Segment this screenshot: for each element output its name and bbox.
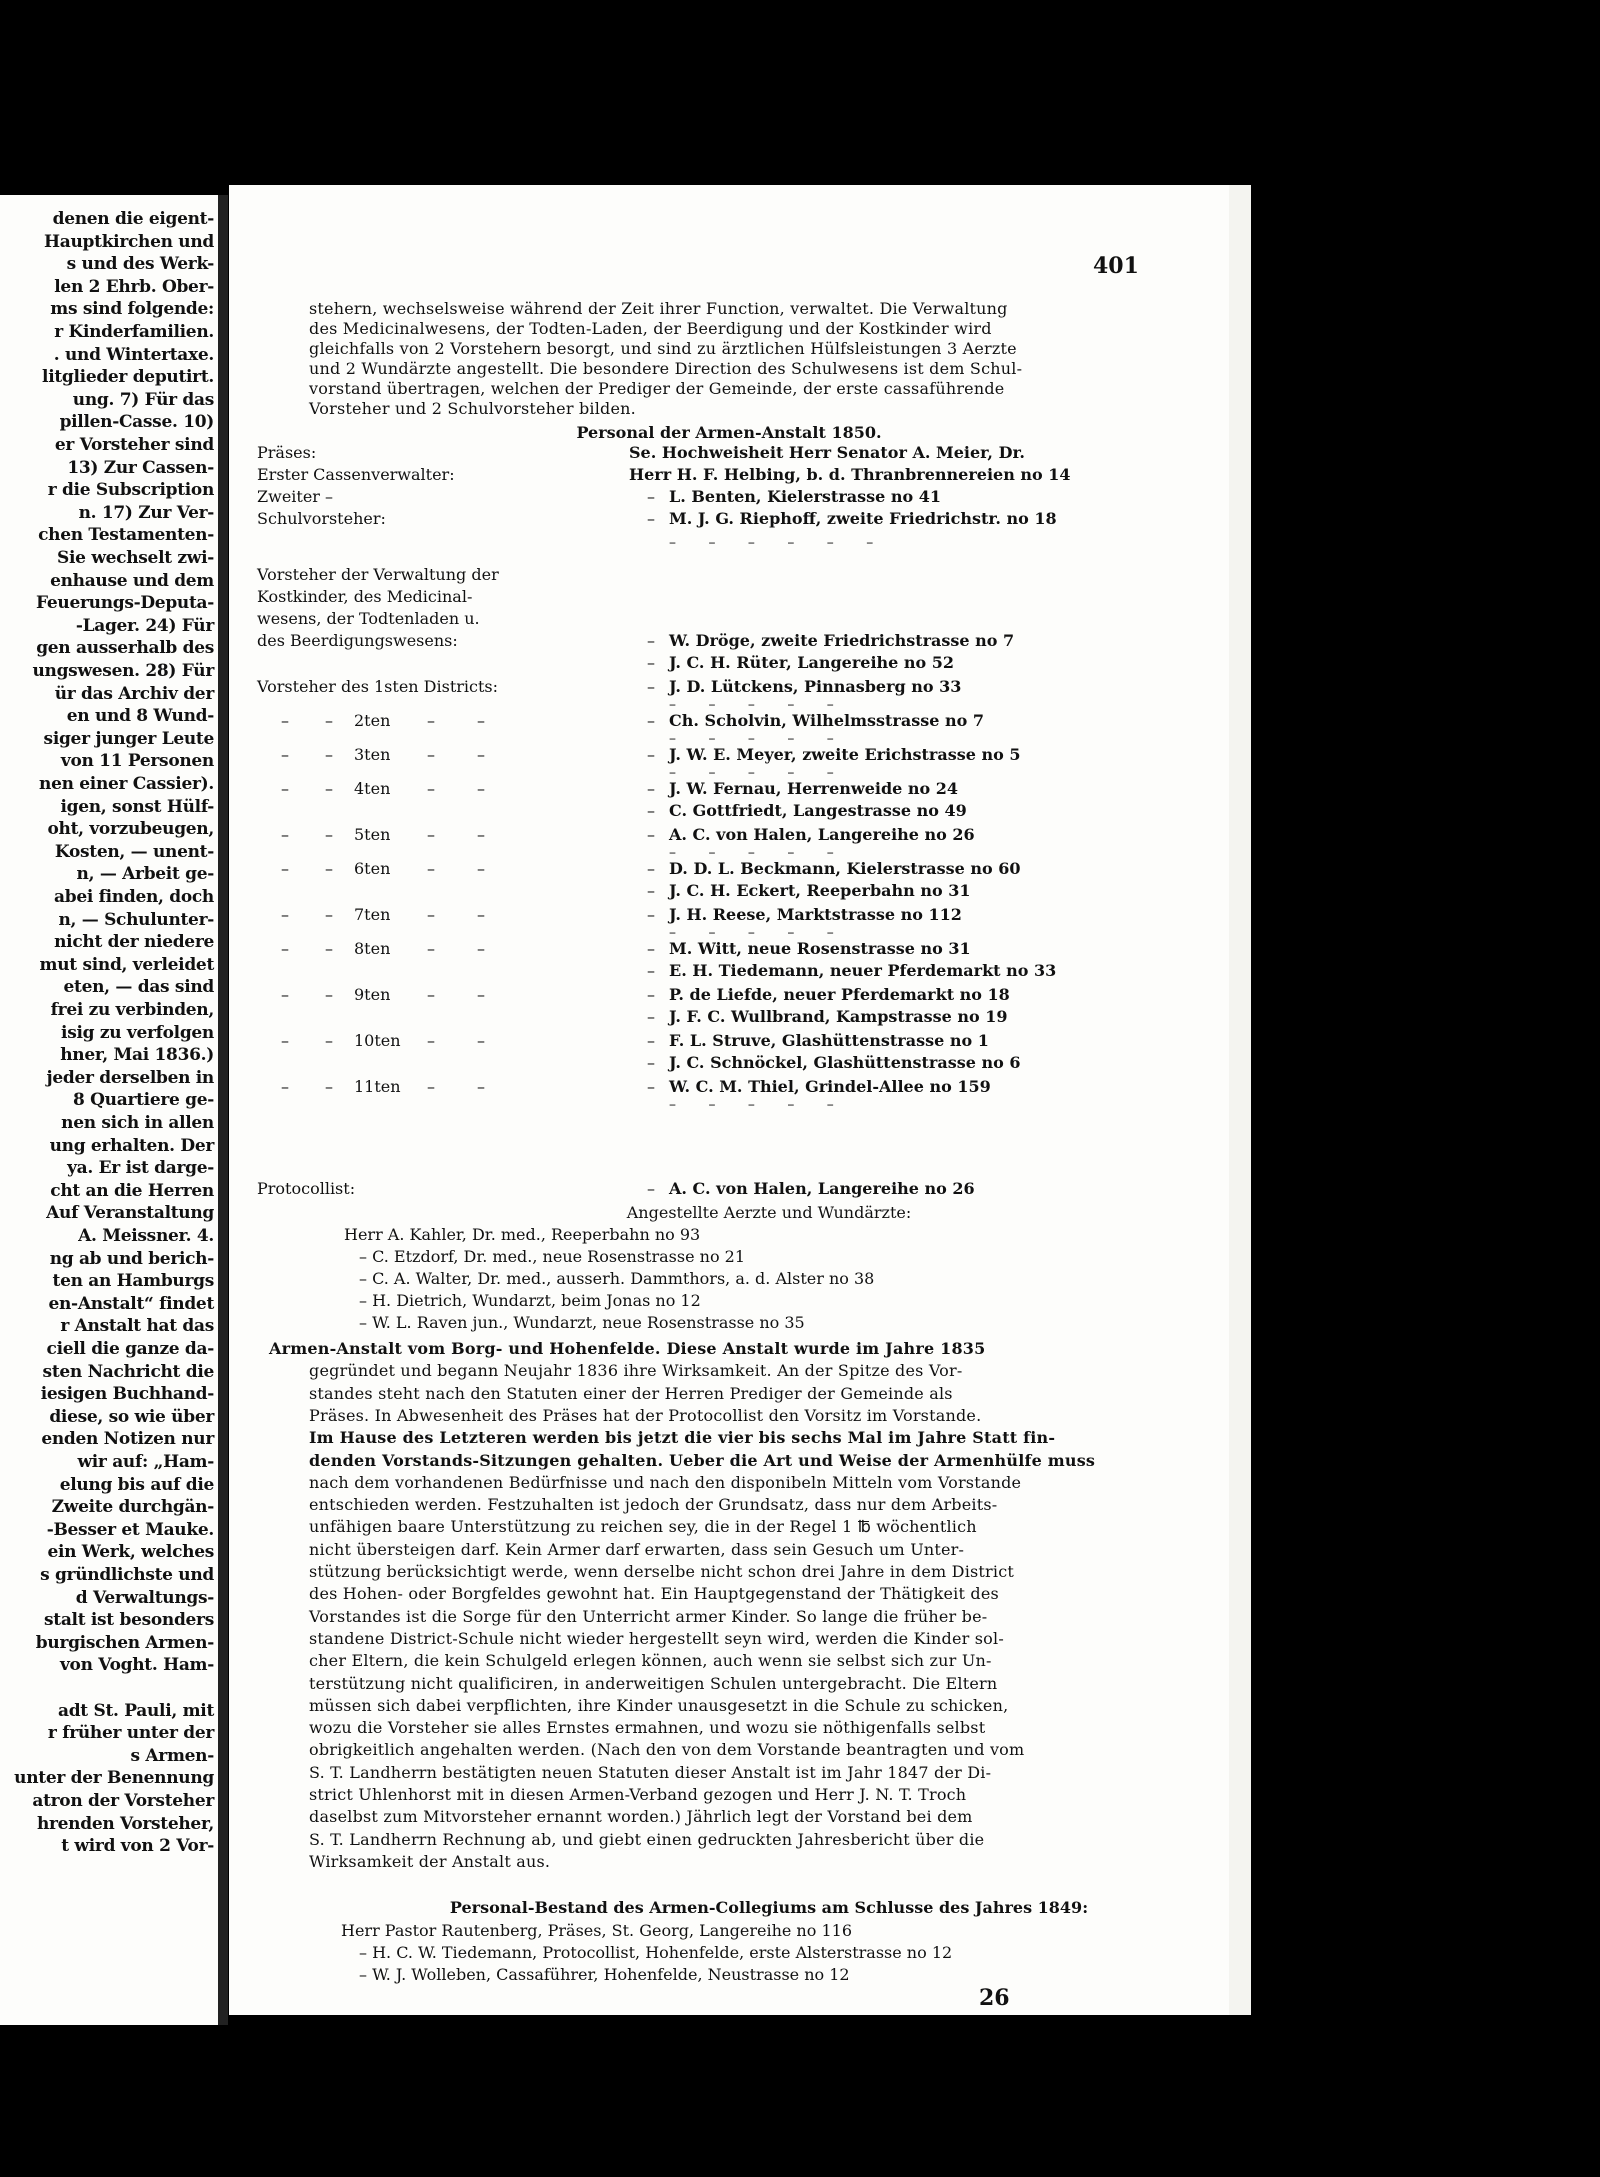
left-page-line: Zweite durchgän-: [51, 1497, 214, 1518]
district-dash-b: –: [325, 711, 333, 730]
personnel-dash: –: [647, 487, 655, 506]
left-page-line: Feuerungs-Deputa-: [36, 593, 214, 614]
district-entry: J. F. C. Wullbrand, Kampstrasse no 19: [669, 1007, 1008, 1026]
page-edge: [1229, 185, 1251, 2015]
personnel-value: L. Benten, Kielerstrasse no 41: [669, 487, 942, 506]
personnel-heading: Personal der Armen-Anstalt 1850.: [576, 423, 882, 442]
district-entry: A. C. von Halen, Langereihe no 26: [669, 825, 975, 844]
separator-dashes: – – – – –: [669, 765, 848, 781]
district-entry-dash: –: [647, 859, 655, 878]
left-page-line: sten Nachricht die: [42, 1361, 214, 1382]
district-dash-a: –: [281, 905, 289, 924]
left-page-line: atron der Vorsteher: [32, 1791, 214, 1811]
district-dash-c: –: [427, 1077, 435, 1096]
doctor-entry: – C. Etzdorf, Dr. med., neue Rosenstrasse no 21: [359, 1247, 746, 1266]
left-page-line: wir auf: „Ham-: [77, 1452, 214, 1472]
district-entry: J. D. Lütckens, Pinnasberg no 33: [669, 677, 962, 696]
district-dash-a: –: [281, 939, 289, 958]
district-entry-dash: –: [647, 677, 655, 696]
district-entry: J. W. Fernau, Herrenweide no 24: [669, 779, 959, 798]
book-gutter: [218, 195, 228, 2025]
personnel-value: M. J. G. Riephoff, zweite Friedrichstr. no 18: [669, 509, 1057, 528]
district-entry-dash: –: [647, 881, 655, 900]
district-label: 3ten: [354, 745, 391, 764]
borg-line: terstützung nicht qualificiren, in anderweitigen Schulen untergebracht. Die Eltern: [309, 1673, 998, 1693]
left-page-line: hner, Mai 1836.): [60, 1045, 214, 1066]
left-page-line: . und Wintertaxe.: [53, 344, 214, 365]
district-dash-a: –: [281, 985, 289, 1004]
left-page-line: 13) Zur Cassen-: [67, 457, 214, 478]
district-dash-a: –: [281, 1031, 289, 1050]
district-label: 11ten: [354, 1077, 401, 1096]
personnel-dash: –: [647, 509, 655, 528]
district-dash-c: –: [427, 859, 435, 878]
district-dash-b: –: [325, 859, 333, 878]
district-dash-c: –: [427, 905, 435, 924]
district-label: 9ten: [354, 985, 391, 1004]
left-page-line: en und 8 Wund-: [66, 706, 214, 727]
left-page-line: diese, so wie über: [49, 1406, 214, 1427]
left-page-line: ung. 7) Für das: [72, 389, 214, 410]
left-page-line: n, — Schulunter-: [58, 909, 214, 930]
personnel-value: Se. Hochweisheit Herr Senator A. Meier, Dr.: [629, 443, 1025, 462]
borg-line: cher Eltern, die kein Schulgeld erlegen können, auch wenn sie selbst sich zur Un-: [309, 1651, 992, 1671]
district-dash-b: –: [325, 939, 333, 958]
borg-line: stützung berücksichtigt werde, wenn derselbe nicht schon drei Jahre in dem District: [309, 1562, 1015, 1581]
borg-line: Im Hause des Letzteren werden bis jetzt die vier bis sechs Mal im Jahre Statt fin-: [309, 1428, 1056, 1448]
left-page-line: ten an Hamburgs: [52, 1271, 214, 1292]
personnel-label: Schulvorsteher:: [257, 509, 386, 528]
left-page-line: nicht der niedere: [54, 932, 214, 953]
borg-line: Armen-Anstalt vom Borg- und Hohenfelde. Diese Anstalt wurde im Jahre 1835: [269, 1339, 986, 1358]
borg-line: gegründet und begann Neujahr 1836 ihre Wirksamkeit. An der Spitze des Vor-: [309, 1361, 963, 1381]
verwaltung-dash: –: [647, 653, 655, 672]
separator-dashes: – – – – –: [669, 697, 848, 713]
left-page-line: pillen-Casse. 10): [59, 412, 214, 433]
district-dash-c: –: [427, 711, 435, 730]
left-page-line: 8 Quartiere ge-: [73, 1090, 214, 1111]
left-page-line: adt St. Pauli, mit: [58, 1700, 214, 1721]
borg-line: daselbst zum Mitvorsteher ernannt worden.) Jährlich legt der Vorstand bei dem: [309, 1807, 973, 1827]
bestand-entry: – H. C. W. Tiedemann, Protocollist, Hohenfelde, erste Alsterstrasse no 12: [359, 1943, 953, 1962]
left-page-line: enden Notizen nur: [41, 1429, 214, 1450]
borg-line: unfähigen baare Unterstützung zu reichen sey, die in der Regel 1 ℔ wöchentlich: [309, 1517, 977, 1537]
left-facing-page: [0, 195, 218, 2025]
district-entry-dash: –: [647, 779, 655, 798]
district-entry-dash: –: [647, 1007, 655, 1026]
district-entry-dash: –: [647, 745, 655, 764]
verwaltung-value: J. C. H. Rüter, Langereihe no 52: [669, 653, 955, 672]
left-page-line: igen, sonst Hülf-: [60, 796, 214, 817]
district-dash-b: –: [325, 745, 333, 764]
bestand-entry: – W. J. Wolleben, Cassaführer, Hohenfelde, Neustrasse no 12: [359, 1965, 850, 1984]
district-dash-b: –: [325, 779, 333, 798]
intro-line: gleichfalls von 2 Vorstehern besorgt, und sind zu ärztlichen Hülfsleistungen 3 Aerzte: [309, 339, 1017, 358]
district-entry-dash: –: [647, 905, 655, 924]
left-page-line: d Verwaltungs-: [75, 1587, 214, 1608]
left-page-line: frei zu verbinden,: [50, 1000, 214, 1020]
intro-line: vorstand übertragen, welchen der Prediger der Gemeinde, der erste cassaführende: [309, 379, 1005, 398]
district-label: 2ten: [354, 711, 391, 730]
left-page-line: Sie wechselt zwi-: [57, 548, 214, 568]
left-page-line: -Lager. 24) Für: [75, 615, 214, 636]
left-page-line: Auf Veranstaltung: [46, 1203, 214, 1224]
left-page-line: cht an die Herren: [50, 1180, 214, 1201]
doctor-entry: – H. Dietrich, Wundarzt, beim Jonas no 12: [359, 1291, 701, 1310]
left-page-line: ciell die ganze da-: [46, 1339, 214, 1359]
left-page-line: len 2 Ehrb. Ober-: [54, 276, 214, 297]
district-entry: Ch. Scholvin, Wilhelmsstrasse no 7: [669, 711, 984, 730]
district-dash-d: –: [477, 711, 485, 730]
district-entry: J. C. Schnöckel, Glashüttenstrasse no 6: [669, 1053, 1021, 1072]
intro-line: Vorsteher und 2 Schulvorsteher bilden.: [309, 399, 636, 418]
borg-line: obrigkeitlich angehalten werden. (Nach den von dem Vorstande beantragten und vom: [309, 1740, 1025, 1760]
page-number: 401: [1093, 253, 1139, 279]
doctors-heading: Angestellte Aerzte und Wundärzte:: [626, 1203, 912, 1222]
district-label: 6ten: [354, 859, 391, 878]
district-dash-c: –: [427, 985, 435, 1004]
verwaltung-value: W. Dröge, zweite Friedrichstrasse no 7: [669, 631, 1015, 650]
district-dash-d: –: [477, 745, 485, 764]
left-page-line: ür das Archiv der: [54, 683, 214, 704]
separator-dashes: – – – – –: [669, 731, 848, 747]
doctor-entry: – W. L. Raven jun., Wundarzt, neue Rosenstrasse no 35: [359, 1313, 805, 1332]
verwaltung-label: des Beerdigungswesens:: [257, 631, 458, 650]
left-page-line: burgischen Armen-: [35, 1632, 214, 1653]
district-dash-c: –: [427, 745, 435, 764]
right-page: [229, 185, 1229, 2015]
district-dash-d: –: [477, 905, 485, 924]
borg-line: standene District-Schule nicht wieder hergestellt seyn wird, werden die Kinder sol-: [309, 1628, 1004, 1648]
left-page-line: en-Anstalt“ findet: [48, 1293, 214, 1314]
left-page-line: r früher unter der: [47, 1723, 214, 1744]
verwaltung-label: Vorsteher der Verwaltung der: [257, 565, 499, 584]
personnel-label: Zweiter –: [257, 487, 334, 506]
district-dash-d: –: [477, 779, 485, 798]
personnel-label: Erster Cassenverwalter:: [257, 465, 455, 484]
verwaltung-dash: –: [647, 631, 655, 650]
left-page-line: unter der Benennung: [14, 1768, 214, 1789]
left-page-line: s gründlichste und: [40, 1565, 214, 1585]
left-page-line: Kosten, — unent-: [54, 841, 214, 862]
intro-line: und 2 Wundärzte angestellt. Die besondere Direction des Schulwesens ist dem Schul-: [309, 359, 1023, 378]
protocollist-value: A. C. von Halen, Langereihe no 26: [669, 1179, 975, 1198]
separator-dashes: – – – – –: [669, 845, 848, 861]
district-label: 10ten: [354, 1031, 401, 1050]
left-page-line: siger junger Leute: [43, 728, 214, 749]
verwaltung-label: Kostkinder, des Medicinal-: [257, 587, 473, 606]
left-page-line: stalt ist besonders: [44, 1610, 214, 1631]
borg-line: standes steht nach den Statuten einer der Herren Prediger der Gemeinde als: [309, 1383, 953, 1403]
left-page-line: von Voght. Ham-: [59, 1655, 214, 1676]
district-dash-c: –: [427, 779, 435, 798]
left-page-line: Hauptkirchen und: [44, 231, 214, 252]
signature-mark: 26: [979, 1985, 1010, 2011]
district-entry-dash: –: [647, 1031, 655, 1050]
district-label: 4ten: [354, 779, 391, 798]
left-page-line: chen Testamenten-: [38, 525, 214, 546]
district-label: 8ten: [354, 939, 391, 958]
personnel-label: Präses:: [257, 443, 317, 462]
left-page-line: s und des Werk-: [66, 254, 214, 275]
left-page-line: ein Werk, welches: [47, 1542, 214, 1563]
district-dash-b: –: [325, 985, 333, 1004]
district-entry-dash: –: [647, 801, 655, 820]
district-entry-dash: –: [647, 939, 655, 958]
district-dash-d: –: [477, 1031, 485, 1050]
district-entry-dash: –: [647, 1077, 655, 1096]
district-dash-c: –: [427, 1031, 435, 1050]
separator-dashes: – – – – –: [669, 925, 848, 941]
district-entry: M. Witt, neue Rosenstrasse no 31: [669, 939, 971, 958]
district-entry: J. W. E. Meyer, zweite Erichstrasse no 5: [669, 745, 1021, 764]
district-dash-d: –: [477, 1077, 485, 1096]
left-page-line: iesigen Buchhand-: [40, 1384, 214, 1405]
district-entry: C. Gottfriedt, Langestrasse no 49: [669, 801, 967, 820]
protocollist-label: Protocollist:: [257, 1179, 356, 1198]
left-page-line: s Armen-: [130, 1745, 214, 1766]
district-entry: J. H. Reese, Marktstrasse no 112: [669, 905, 962, 924]
district-entry: E. H. Tiedemann, neuer Pferdemarkt no 33: [669, 961, 1057, 980]
personnel-value: Herr H. F. Helbing, b. d. Thranbrennereien no 14: [629, 465, 1071, 484]
left-page-line: r Kinderfamilien.: [54, 322, 214, 342]
borg-line: strict Uhlenhorst mit in diesen Armen-Verband gezogen und Herr J. N. T. Troch: [309, 1785, 967, 1804]
left-page-line: ms sind folgende:: [50, 299, 214, 320]
bestand-heading: Personal-Bestand des Armen-Collegiums am Schlusse des Jahres 1849:: [449, 1898, 1089, 1917]
district-dash-b: –: [325, 1031, 333, 1050]
borg-line: Präses. In Abwesenheit des Präses hat der Protocollist den Vorsitz im Vorstande.: [309, 1405, 982, 1425]
left-page-line: -Besser et Mauke.: [46, 1519, 214, 1540]
district-label: 7ten: [354, 905, 391, 924]
borg-line: entschieden werden. Festzuhalten ist jedoch der Grundsatz, dass nur dem Arbeits-: [309, 1495, 998, 1515]
district-entry: P. de Liefde, neuer Pferdemarkt no 18: [669, 985, 1010, 1004]
district-label: 5ten: [354, 825, 391, 844]
intro-line: stehern, wechselsweise während der Zeit ihrer Function, verwaltet. Die Verwaltung: [309, 299, 1008, 318]
left-page-line: von 11 Personen: [60, 751, 214, 772]
district-entry-dash: –: [647, 825, 655, 844]
left-page-line: hrenden Vorsteher,: [36, 1813, 214, 1834]
doctor-entry: – C. A. Walter, Dr. med., ausserh. Dammthors, a. d. Alster no 38: [359, 1269, 875, 1288]
borg-line: denden Vorstands-Sitzungen gehalten. Ueber die Art und Weise der Armenhülfe muss: [309, 1450, 1096, 1470]
left-page-line: jeder derselben in: [46, 1067, 214, 1088]
left-page-line: elung bis auf die: [59, 1474, 214, 1495]
left-page-line: r die Subscription: [47, 480, 214, 501]
doctor-entry: Herr A. Kahler, Dr. med., Reeperbahn no 93: [344, 1225, 701, 1244]
left-page-line: isig zu verfolgen: [61, 1022, 214, 1043]
left-page-line: t wird von 2 Vor-: [61, 1836, 214, 1857]
left-page-line: enhause und dem: [50, 570, 214, 591]
intro-line: des Medicinalwesens, der Todten-Laden, der Beerdigung und der Kostkinder wird: [309, 319, 992, 338]
borg-line: S. T. Landherrn Rechnung ab, und giebt einen gedruckten Jahresbericht über die: [309, 1829, 985, 1849]
separator-dashes: – – – – – –: [669, 535, 888, 551]
bestand-entry: Herr Pastor Rautenberg, Präses, St. Georg, Langereihe no 116: [341, 1921, 852, 1940]
district-dash-c: –: [427, 825, 435, 844]
district-entry-dash: –: [647, 1053, 655, 1072]
left-page-line: r Anstalt hat das: [60, 1316, 214, 1337]
borg-line: Vorstandes ist die Sorge für den Unterricht armer Kinder. So lange die früher be-: [309, 1606, 988, 1626]
borg-line: S. T. Landherrn bestätigten neuen Statuten dieser Anstalt ist im Jahr 1847 der Di-: [309, 1762, 992, 1782]
district-label: Vorsteher des 1sten Districts:: [257, 677, 499, 696]
left-page-line: A. Meissner. 4.: [78, 1226, 214, 1246]
left-page-line: mut sind, verleidet: [39, 954, 214, 975]
left-page-line: nen sich in allen: [61, 1113, 214, 1133]
borg-line: müssen sich dabei verpflichten, ihre Kinder unausgesetzt in die Schule zu schicken,: [309, 1695, 1009, 1715]
district-entry: F. L. Struve, Glashüttenstrasse no 1: [669, 1031, 989, 1050]
left-page-line: n, — Arbeit ge-: [76, 864, 214, 885]
district-dash-d: –: [477, 939, 485, 958]
district-dash-a: –: [281, 711, 289, 730]
district-dash-a: –: [281, 825, 289, 844]
left-page-line: ng ab und berich-: [49, 1248, 214, 1269]
district-entry: D. D. L. Beckmann, Kielerstrasse no 60: [669, 859, 1021, 878]
district-dash-d: –: [477, 985, 485, 1004]
district-dash-c: –: [427, 939, 435, 958]
district-dash-b: –: [325, 825, 333, 844]
borg-line: wozu die Vorsteher sie alles Ernstes ermahnen, und wozu sie nöthigenfalls selbst: [309, 1718, 986, 1738]
left-page-line: n. 17) Zur Ver-: [78, 502, 214, 523]
district-dash-a: –: [281, 745, 289, 764]
separator-dashes: – – – – –: [669, 1097, 848, 1113]
left-page-line: litglieder deputirt.: [42, 367, 214, 388]
verwaltung-label: wesens, der Todtenladen u.: [257, 609, 480, 628]
district-dash-d: –: [477, 859, 485, 878]
left-page-line: ungswesen. 28) Für: [32, 661, 214, 681]
left-page-line: abei finden, doch: [54, 887, 214, 907]
district-dash-a: –: [281, 859, 289, 878]
district-dash-a: –: [281, 779, 289, 798]
left-page-line: nen einer Cassier).: [39, 774, 214, 794]
district-entry-dash: –: [647, 711, 655, 730]
district-dash-b: –: [325, 1077, 333, 1096]
district-entry-dash: –: [647, 961, 655, 980]
district-dash-d: –: [477, 825, 485, 844]
district-dash-a: –: [281, 1077, 289, 1096]
borg-line: Wirksamkeit der Anstalt aus.: [309, 1851, 551, 1871]
left-page-line: ya. Er ist darge-: [67, 1158, 214, 1179]
left-page-line: oht, vorzubeugen,: [47, 819, 214, 840]
left-page-line: denen die eigent-: [52, 209, 214, 229]
borg-line: nicht übersteigen darf. Kein Armer darf erwarten, dass sein Gesuch um Unter-: [309, 1539, 965, 1559]
district-entry: J. C. H. Eckert, Reeperbahn no 31: [669, 881, 971, 900]
borg-line: nach dem vorhandenen Bedürfnisse und nach den disponibeln Mitteln vom Vorstande: [309, 1472, 1022, 1492]
protocollist-dash: –: [647, 1179, 655, 1198]
borg-line: des Hohen- oder Borgfeldes gewohnt hat. Ein Hauptgegenstand der Thätigkeit des: [309, 1584, 999, 1604]
district-entry: W. C. M. Thiel, Grindel-Allee no 159: [669, 1077, 991, 1096]
left-page-line: ung erhalten. Der: [49, 1135, 214, 1156]
left-page-line: gen ausserhalb des: [36, 638, 214, 659]
district-entry-dash: –: [647, 985, 655, 1004]
left-page-line: eten, — das sind: [63, 977, 214, 998]
district-dash-b: –: [325, 905, 333, 924]
left-page-line: er Vorsteher sind: [54, 435, 214, 455]
